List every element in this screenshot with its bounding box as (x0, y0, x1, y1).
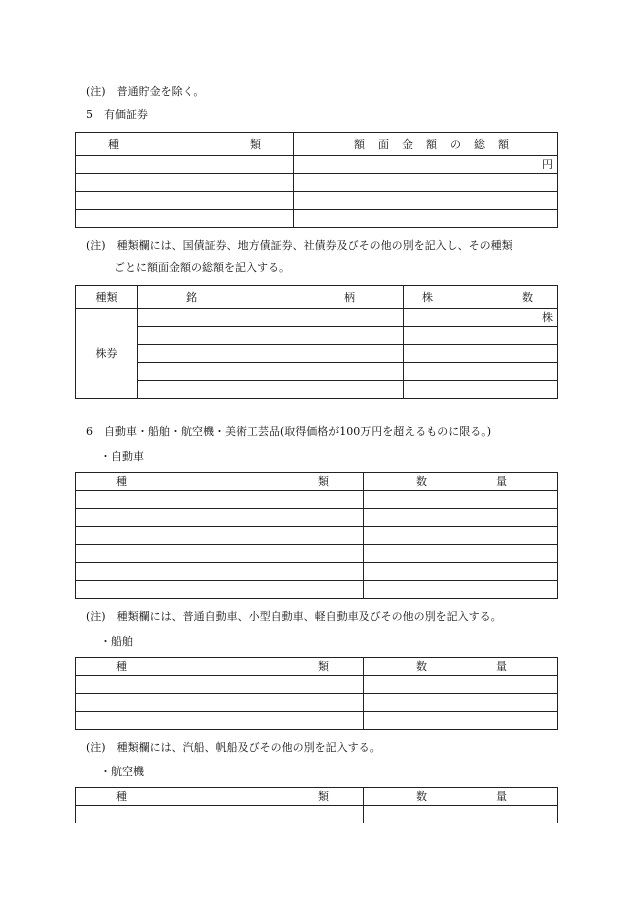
securities-note-line2: ごとに額面金額の総額を記入する。 (114, 261, 290, 274)
header-type: 種類 (76, 286, 138, 309)
table-row (76, 210, 558, 228)
header-kind: 種 類 (116, 475, 329, 488)
header-kind: 種 類 (116, 790, 329, 803)
header-brand: 銘 柄 (186, 290, 355, 304)
table-row (76, 676, 558, 694)
cash-note: (注) 普通貯金を除く。 (86, 85, 205, 98)
table-row (76, 381, 558, 399)
table-row (76, 581, 558, 599)
header-quantity: 数 量 (416, 475, 507, 488)
car-note: (注) 種類欄には、普通自動車、小型自動車、軽自動車及びその他の別を記入する。 (86, 610, 502, 623)
car-table (75, 472, 558, 599)
table-header-row (76, 286, 558, 309)
table-row (76, 156, 558, 174)
ship-table (75, 657, 558, 730)
car-label: ・自動車 (100, 450, 144, 463)
table-header-row (76, 133, 558, 156)
table-row (76, 309, 558, 327)
securities-heading: 5 有価証券 (86, 108, 148, 121)
table-row (76, 806, 558, 824)
securities-note-line1: (注) 種類欄には、国債証券、地方債証券、社債券及びその他の別を記入し、その種類 (86, 239, 513, 252)
ship-note: (注) 種類欄には、汽船、帆船及びその他の別を記入する。 (86, 741, 381, 754)
header-quantity: 数 量 (416, 790, 507, 803)
table-row (76, 509, 558, 527)
table-row (76, 712, 558, 730)
stock-row-label: 株券 (76, 309, 138, 399)
header-kind: 種 類 (108, 137, 261, 151)
yen-unit[interactable]: 円 (294, 156, 558, 174)
header-share-count: 株 数 (422, 290, 533, 304)
aircraft-label: ・航空機 (100, 765, 144, 778)
share-unit[interactable]: 株 (404, 309, 558, 327)
header-quantity: 数 量 (416, 660, 507, 673)
table-row (76, 527, 558, 545)
table-row (76, 192, 558, 210)
table-row (76, 545, 558, 563)
stock-table (75, 285, 558, 399)
table-row (76, 491, 558, 509)
table-row (76, 327, 558, 345)
table-row (76, 345, 558, 363)
header-total-face-value: 額 面 金 額 の 総 額 (354, 137, 509, 151)
table-row (76, 563, 558, 581)
table-row (76, 174, 558, 192)
securities-table (75, 132, 558, 228)
table-header-row (76, 788, 558, 806)
ship-label: ・船舶 (100, 635, 133, 648)
table-header-row (76, 658, 558, 676)
table-header-row (76, 473, 558, 491)
table-row (76, 694, 558, 712)
header-kind: 種 類 (116, 660, 329, 673)
section6-heading: 6 自動車・船舶・航空機・美術工芸品(取得価格が100万円を超えるものに限る。) (86, 425, 492, 438)
table-row (76, 363, 558, 381)
aircraft-table (75, 787, 558, 823)
